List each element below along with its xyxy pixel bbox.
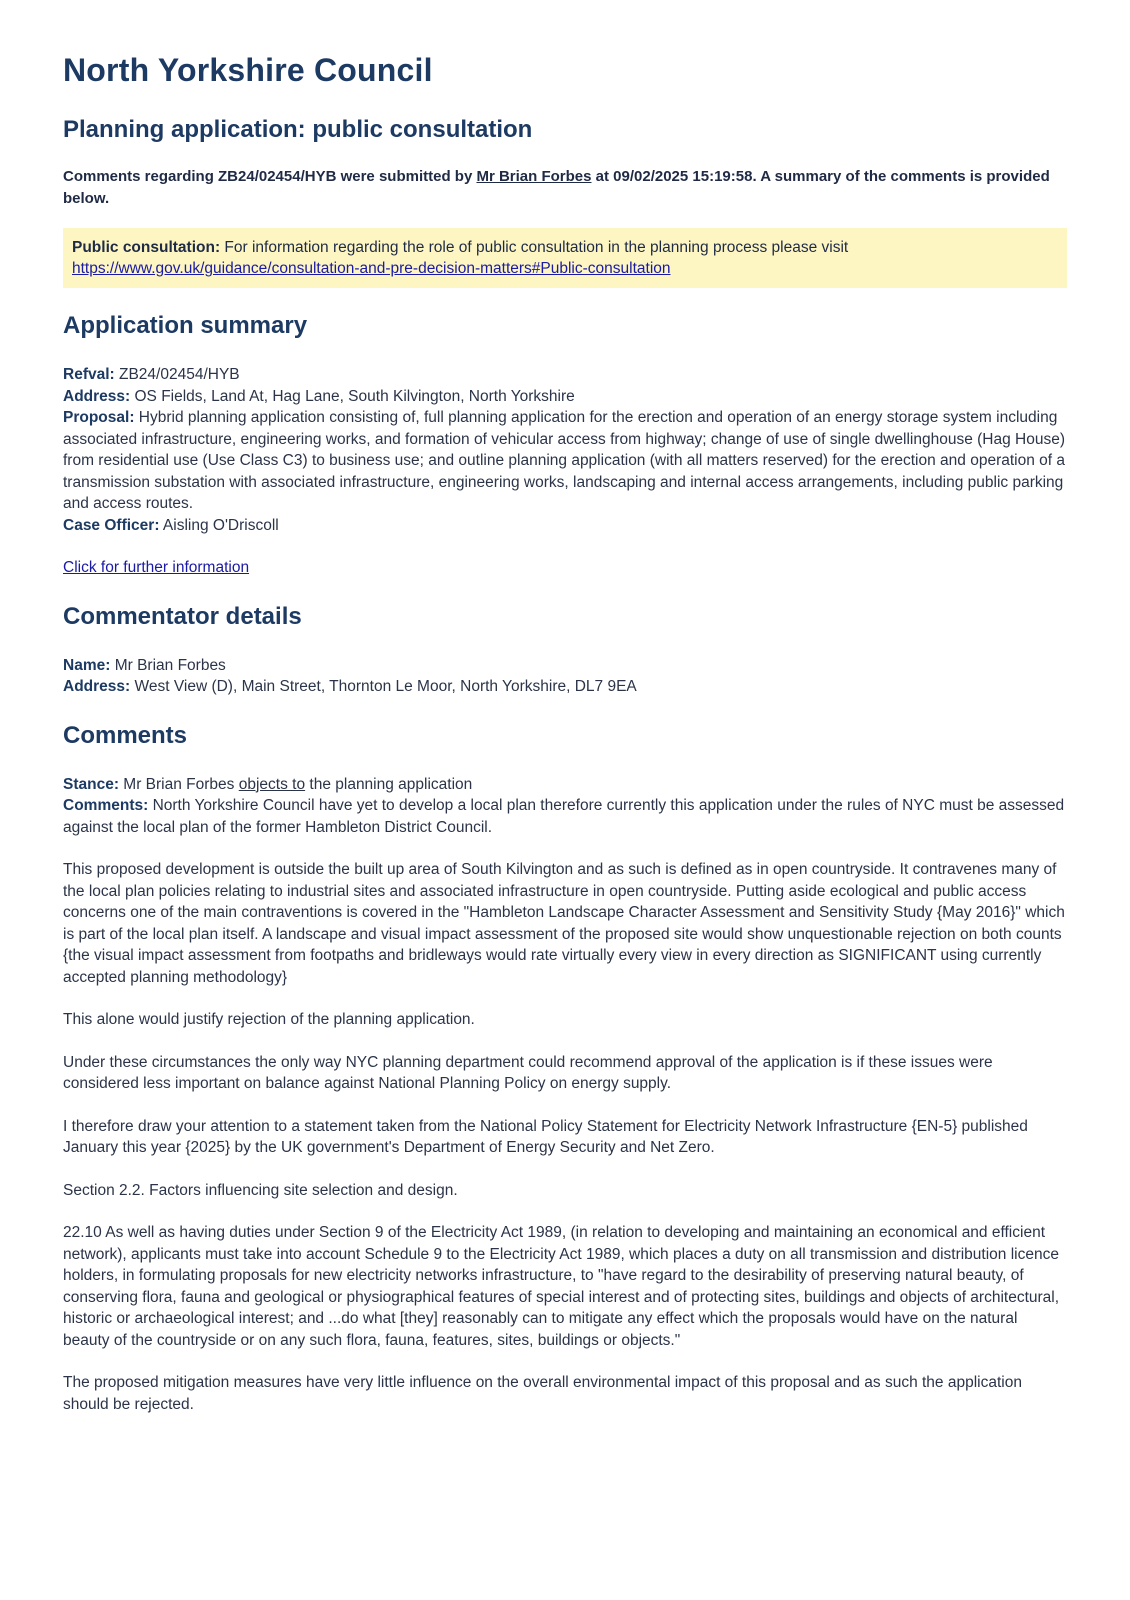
comment-paragraph: 22.10 As well as having duties under Section 9 of the Electricity Act 1989, (in relation to developing and maintaining an economical and efficient network), applicants must take into account Schedule 9 to the Electricity Act 1989, which places a duty on all transmission and distribution licence holders, in formulating proposals for new electricity networks infrastructure, to "have regard to the desirability of preserving natural beauty, of conserving flora, fauna and geological or physiographical features of special interest and of protecting sites, buildings and objects of architectural, historic or archaeological interest; and ...do what [they] reasonably can to mitigate any effect which the proposals would have on the natural beauty of the countryside or on any such flora, fauna, features, sites, buildings or objects."	[63, 1224, 1060, 1349]
stance-label: Stance:	[63, 775, 119, 793]
commentator-heading: Commentator details	[63, 602, 302, 630]
submission-intro	[63, 166, 1067, 210]
address-line	[63, 386, 1067, 408]
commentator-address-label: Address:	[63, 678, 131, 695]
page-subtitle: Planning application: public consultation	[63, 116, 533, 143]
commentator-name-value: Mr Brian Forbes	[110, 656, 226, 674]
commentator-address-value: West View (D), Main Street, Thornton Le Moor, North Yorkshire, DL7 9EA	[130, 678, 637, 695]
comment-paragraph: Under these circumstances the only way NYC planning department could recommend approval of the application is if these issues were considered less important on balance against National Planning Policy on energy supply.	[63, 1053, 993, 1092]
proposal-label: Proposal:	[63, 409, 135, 426]
commentator-name-line	[63, 655, 1067, 677]
council-title: North Yorkshire Council	[63, 52, 433, 88]
commentator-name-link[interactable]: Mr Brian Forbes	[476, 168, 592, 185]
proposal-line	[63, 407, 1067, 515]
comment-paragraph: This alone would justify rejection of the planning application.	[63, 1011, 475, 1028]
address-value: OS Fields, Land At, Hag Lane, South Kilvington, North Yorkshire	[130, 387, 575, 405]
further-info-line	[63, 557, 1067, 579]
refval-line	[63, 364, 1067, 386]
case-officer-value: Aisling O'Driscoll	[159, 516, 279, 534]
comments-body	[63, 774, 1067, 1416]
stance-value: objects to	[238, 775, 306, 793]
comments-first-paragraph	[63, 795, 1067, 838]
comments-label: Comments:	[63, 797, 149, 814]
commentator-details	[63, 655, 1067, 698]
address-label: Address:	[63, 387, 131, 405]
comment-paragraph: Section 2.2. Factors influencing site selection and design.	[63, 1181, 458, 1199]
application-summary-heading: Application summary	[63, 312, 308, 339]
application-summary	[63, 364, 1067, 579]
comment-paragraph: This proposed development is outside the built up area of South Kilvington and as such is defined as in open countryside. It contravenes many of the local plan policies relating to industrial sites and associated infrastructure in open countryside. Putting aside ecological and public access concerns one of the main contraventions is covered in the "Hambleton Landscape Character Assessment and Sensitivity Study {May 2016}" which is part of the local plan itself. A landscape and visual impact assessment of the proposed site would show unquestionable rejection on both counts {the visual impact assessment from footpaths and bridleways would rate virtually every view in every direction as SIGNIFICANT using currently accepted planning methodology}	[63, 861, 1065, 986]
comment-paragraph: The proposed mitigation measures have very little influence on the overall environmental impact of this proposal and as such the application should be rejected.	[63, 1374, 1022, 1413]
comments-first-text: North Yorkshire Council have yet to develop a local plan therefore currently this application under the rules of NYC must be assessed against the local plan of the former Hambleton District Council.	[63, 797, 1065, 836]
consultation-notice	[63, 228, 1067, 288]
refval-label: Refval:	[63, 366, 115, 383]
comments-heading: Comments	[63, 721, 188, 749]
stance-suffix: the planning application	[305, 775, 473, 793]
stance-prefix: Mr Brian Forbes	[119, 775, 239, 793]
refval-value: ZB24/02454/HYB	[114, 366, 240, 383]
notice-label: Public consultation:	[72, 239, 221, 256]
commentator-name-label: Name:	[63, 656, 111, 674]
case-officer-line	[63, 515, 1067, 537]
intro-prefix: Comments regarding ZB24/02454/HYB were submitted by	[63, 168, 477, 185]
further-information-link[interactable]: Click for further information	[63, 559, 250, 576]
commentator-address-line	[63, 676, 1067, 698]
consultation-guidance-link[interactable]: https://www.gov.uk/guidance/consultation-and-pre-decision-matters#Public-consultation	[72, 260, 671, 277]
comment-paragraph: I therefore draw your attention to a statement taken from the National Policy Statement for Electricity Network Infrastructure {EN-5} published January this year {2025} by the UK government's Department of Energy Security and Net Zero.	[63, 1117, 1028, 1156]
stance-line	[63, 774, 1067, 796]
notice-text: For information regarding the role of public consultation in the planning process please visit	[220, 239, 849, 256]
document-content	[63, 52, 1067, 1415]
case-officer-label: Case Officer:	[63, 516, 160, 534]
proposal-value: Hybrid planning application consisting of, full planning application for the erection and operation of an energy storage system including associated infrastructure, engineering works, and formation of vehicular access from highway; change of use of single dwellinghouse (Hag House) from residential use (Use Class C3) to business use; and outline planning application (with all matters reserved) for the erection and operation of a transmission substation with associated infrastructure, engineering works, landscaping and internal access arrangements, including public parking and access routes.	[63, 409, 1066, 512]
intro-suffix: at 09/02/2025 15:19:58. A summary of the comments is provided below.	[63, 168, 1050, 207]
